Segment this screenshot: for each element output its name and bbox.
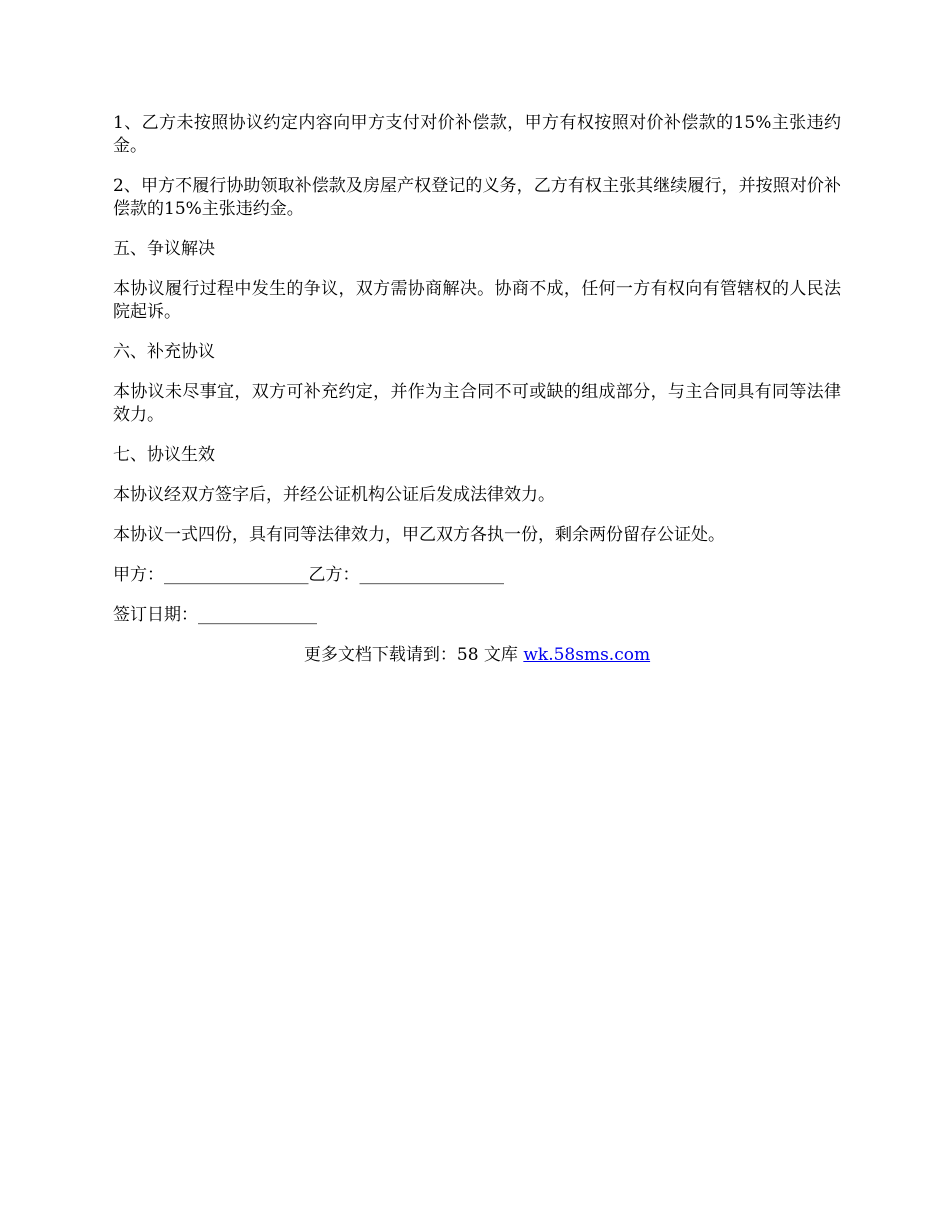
party-b-signature: 乙方：_________________	[308, 565, 504, 585]
signing-date: 签订日期：______________	[113, 605, 317, 625]
party-a-signature: 甲方：_________________	[113, 565, 309, 585]
clause-2: 2、甲方不履行协助领取补偿款及房屋产权登记的义务，乙方有权主张其继续履行，并按照对价补偿款的15%主张违约金。	[113, 176, 841, 219]
section-7-heading: 七、协议生效	[113, 445, 215, 465]
clause-1: 1、乙方未按照协议约定内容向甲方支付对价补偿款，甲方有权按照对价补偿款的15%主张违约金。	[113, 113, 841, 156]
section-5-heading: 五、争议解决	[113, 239, 215, 259]
section-5-body: 本协议履行过程中发生的争议，双方需协商解决。协商不成，任何一方有权向有管辖权的人民法院起诉。	[113, 279, 841, 322]
footer-text: 更多文档下载请到：58 文库	[303, 645, 524, 665]
footer	[113, 644, 841, 667]
section-7-body-1: 本协议经双方签字后，并经公证机构公证后发成法律效力。	[113, 485, 555, 505]
footer-link[interactable]: wk.58sms.com	[523, 645, 651, 665]
document-page	[113, 112, 841, 667]
section-7-body-2: 本协议一式四份，具有同等法律效力，甲乙双方各执一份，剩余两份留存公证处。	[113, 525, 725, 545]
signature-line	[113, 564, 841, 587]
section-6-body: 本协议未尽事宜，双方可补充约定，并作为主合同不可或缺的组成部分，与主合同具有同等法律效力。	[113, 382, 841, 425]
section-6-heading: 六、补充协议	[113, 342, 215, 362]
